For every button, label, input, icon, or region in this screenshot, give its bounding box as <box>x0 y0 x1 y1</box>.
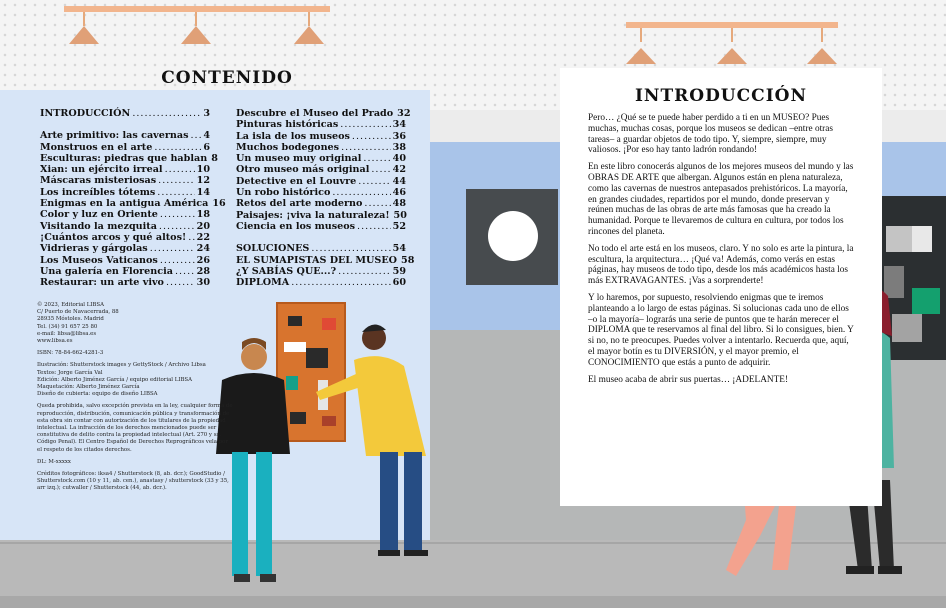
toc-entry-page: 60 <box>392 277 406 289</box>
toc-entry <box>236 221 406 232</box>
toc-entry-title: Visitando la mezquita <box>40 220 157 232</box>
toc-entry <box>236 176 406 187</box>
toc-entry-title: Muchos bodegones <box>236 141 340 153</box>
toc-entry <box>40 187 210 198</box>
contents-title: CONTENIDO <box>161 68 293 88</box>
toc-entry-page: 44 <box>392 175 406 187</box>
toc-gap <box>40 119 210 130</box>
credit-line: Edición: Alberto Jiménez García / equipo editorial LIBSA <box>37 376 192 383</box>
toc-entry <box>40 198 226 210</box>
toc-entry <box>40 142 210 153</box>
address-line: 28935 Móstoles. Madrid <box>37 316 104 323</box>
isbn: ISBN: 78-84-662-4281-3 <box>37 350 104 357</box>
legal-notice: Queda prohibida, salvo excepción prevista en la ley, cualquier forma de reproducción, distribución, comunicación pública y transformación de esta obra sin contar con autorización de los titulares de la propiedad intelectual. La infracción de los derechos mencionados puede ser constitutiva de delito contra la propiedad intelectual (Art. 270 y ss. Código Penal). El Centro Español de Derechos Reprográficos vela por el respeto de los citados derechos. <box>37 403 233 453</box>
toc-entry-page: 38 <box>392 141 406 153</box>
toc-entry-title: Vidrieras y gárgolas <box>40 243 148 255</box>
toc-entry-page: 20 <box>196 220 210 232</box>
credit-line: Ilustración: Shutterstock images y GettyStock / Archivo Libsa <box>37 362 206 369</box>
toc-entry-page: 36 <box>392 130 406 142</box>
toc-entry-page: 16 <box>212 198 226 210</box>
toc-entry <box>236 254 415 266</box>
toc-entry-title: Un robo histórico <box>236 187 331 199</box>
toc-entry <box>236 210 406 221</box>
toc-entry <box>236 164 406 175</box>
toc-dot-leader <box>132 108 201 119</box>
toc-entry-page: 59 <box>392 265 406 277</box>
toc-entry <box>236 266 406 277</box>
toc-entry <box>40 243 210 254</box>
toc-entry-page: 4 <box>203 130 210 142</box>
toc-dot-leader <box>357 221 391 232</box>
toc-entry-page: 10 <box>196 164 210 176</box>
toc-dot-leader <box>311 243 390 254</box>
toc-dot-leader <box>150 243 195 254</box>
toc-entry-title: DIPLOMA <box>236 277 290 289</box>
toc-entry-page: 58 <box>401 254 415 266</box>
address-line: Tel. (34) 91 657 25 80 <box>37 323 98 330</box>
toc-entry-page: 26 <box>196 254 210 266</box>
toc-dot-leader <box>341 142 391 153</box>
toc-entry-title: Detective en el Louvre <box>236 175 357 187</box>
toc-entry-page: 52 <box>392 220 406 232</box>
toc-dot-leader <box>338 266 390 277</box>
credit-line: Textos: Jorge García Val <box>37 369 103 376</box>
toc-dot-leader <box>191 130 202 141</box>
toc-entry-title: Monstruos en el arte <box>40 141 153 153</box>
publisher-address <box>37 302 233 345</box>
toc-entry-page: 6 <box>203 141 210 153</box>
toc-entry-page: 48 <box>392 198 406 210</box>
toc-entry-page: 18 <box>196 209 210 221</box>
toc-entry <box>236 108 411 119</box>
legal-deposit: DL: M-xxxxx <box>37 458 71 465</box>
toc-gap <box>236 232 406 243</box>
intro-paragraph: Y lo haremos, por supuesto, resolviendo enigmas que te iremos planteando a lo largo de estas páginas. Si solucionas cada uno de ellos –o la mayoría– lograrás una serie de puntos que te harán merecer el DIPLOMA que te reservamos al final del libro. Si lo consigues, bien. Y si no, no te preocupes. Puedes volver a intentarlo. Recuerda que, aquí, el mayor botín es tu DIVERSIÓN, y el mayor premio, el CONOCIMIENTO que estás a punto de adquirir. <box>588 292 854 368</box>
toc-entry <box>236 142 406 153</box>
toc-entry-page: 28 <box>196 265 210 277</box>
toc-entry <box>40 108 210 119</box>
book-credits <box>37 362 233 398</box>
toc-entry-title: ¿Y SABÍAS QUE...? <box>236 265 337 277</box>
toc-entry-page: 22 <box>196 231 210 243</box>
toc-dot-leader <box>157 187 194 198</box>
toc-entry-page: 24 <box>196 243 210 255</box>
address-line: C/ Puerto de Navacerrada, 88 <box>37 309 119 316</box>
toc-entry-title: Pinturas históricas <box>236 119 339 131</box>
toc-entry-title: Otro museo más original <box>236 164 370 176</box>
toc-entry <box>236 243 406 254</box>
toc-entry <box>40 232 210 243</box>
address-line: www.libsa.es <box>37 338 73 345</box>
photo-credits: Créditos fotográficos: iksa4 / Shutterstock (8, ab. dcr.); GoodStudio / Shutterstock.com (10 y 11, ab. cen.), anastasy / shutterstock (33 y 35, arr izq.); cutwaller / Shutterstock (44, ab. dcr.). <box>37 471 229 492</box>
toc-dot-leader <box>188 232 194 243</box>
toc-dot-leader <box>340 119 390 130</box>
toc-entry-page: 14 <box>196 186 210 198</box>
toc-entry-title: Máscaras misteriosas <box>40 175 157 187</box>
toc-entry-title: Los Museos Vaticanos <box>40 254 158 266</box>
intro-paragraph: Pero… ¿Qué se te puede haber perdido a ti en un MUSEO? Pues muchas, muchas cosas, porque los museos se dedican –entre otras tareas– a guardar objetos de todo tipo. Y, siempre, siempre, muy valiosos. ¡Por eso hay tanto ladrón rondando! <box>588 113 834 156</box>
toc-entry <box>40 209 210 220</box>
toc-entry-page: 46 <box>392 187 406 199</box>
toc-dot-leader <box>154 142 201 153</box>
toc-entry-page: 30 <box>196 277 210 289</box>
toc-entry-page: 40 <box>392 153 406 165</box>
toc-entry-title: Enigmas en la antigua América <box>40 198 209 210</box>
toc-entry <box>40 152 218 164</box>
toc-entry-title: Restaurar: un arte vivo <box>40 277 164 289</box>
toc-entry-title: Ciencia en los museos <box>236 220 356 232</box>
toc-entry-title: Xian: un ejército irreal <box>40 164 163 176</box>
toc-entry-page: 32 <box>397 108 411 119</box>
toc-entry-title: La isla de los museos <box>236 130 350 142</box>
credit-line: Maquetación: Alberto Jiménez García <box>37 384 140 391</box>
toc-dot-leader <box>175 266 195 277</box>
toc-dot-leader <box>364 198 390 209</box>
toc-entry-title: Una galería en Florencia <box>40 265 173 277</box>
toc-left-column <box>40 108 226 289</box>
intro-paragraph: El museo acaba de abrir sus puertas… ¡ADELANTE! <box>588 374 789 385</box>
toc-dot-leader <box>166 277 195 288</box>
toc-entry <box>236 131 406 142</box>
toc-entry-title: Retos del arte moderno <box>236 198 363 210</box>
toc-dot-leader <box>160 209 195 220</box>
toc-entry-page: 50 <box>393 209 407 221</box>
toc-dot-leader <box>363 153 390 164</box>
toc-entry-title: Esculturas: piedras que hablan <box>40 152 208 164</box>
toc-entry <box>236 187 406 198</box>
toc-entry-page: 42 <box>392 164 406 176</box>
toc-dot-leader <box>332 187 390 198</box>
toc-entry-title: Arte primitivo: las cavernas <box>40 130 189 142</box>
toc-entry-page: 12 <box>196 175 210 187</box>
toc-entry-title: Descubre el Museo del Prado <box>236 108 394 119</box>
toc-entry <box>40 130 210 141</box>
toc-entry-page: 8 <box>211 152 218 164</box>
address-line: e-mail: libsa@libsa.es <box>37 330 97 337</box>
toc-right-column <box>236 108 415 289</box>
toc-entry <box>40 175 210 186</box>
toc-entry-title: SOLUCIONES <box>236 243 310 255</box>
toc-entry <box>236 198 406 209</box>
imprint-block <box>37 302 233 498</box>
toc-entry <box>236 119 406 130</box>
toc-entry-page: 3 <box>203 108 210 119</box>
toc-dot-leader <box>371 164 390 175</box>
address-line: © 2023, Editorial LIBSA <box>37 302 104 308</box>
toc-entry-title: ¡Cuántos arcos y qué altos! <box>40 231 187 243</box>
toc-dot-leader <box>165 164 195 175</box>
toc-entry-title: Color y luz en Oriente <box>40 209 158 221</box>
toc-dot-leader <box>291 277 390 288</box>
toc-dot-leader <box>159 221 195 232</box>
toc-entry-page: 54 <box>392 243 406 255</box>
credit-line: Diseño de cubierta: equipo de diseño LIBSA <box>37 391 158 398</box>
toc-dot-leader <box>358 176 390 187</box>
toc-entry-title: Un museo muy original <box>236 153 362 165</box>
toc-entry-title: EL SUMAPISTAS DEL MUSEO <box>236 254 398 266</box>
toc-entry <box>40 164 210 175</box>
toc-dot-leader <box>158 175 194 186</box>
toc-entry <box>40 266 210 277</box>
intro-paragraph: No todo el arte está en los museos, claro. Y no solo es arte la pintura, la escultura, la arquitectura… ¡Qué va! Además, como verás en estas páginas, hay museos de todo tipo, desde los más académicos hasta los más EXTRAVAGANTES. ¡Vas a sorprenderte! <box>588 243 854 287</box>
toc-entry <box>40 221 210 232</box>
intro-title: INTRODUCCIÓN <box>634 86 807 106</box>
toc-dot-leader <box>352 131 391 142</box>
toc-entry-title: Los increíbles tótems <box>40 186 156 198</box>
toc-entry <box>236 153 406 164</box>
toc-entry-page: 34 <box>392 119 406 131</box>
toc-entry <box>40 255 210 266</box>
toc-entry-title: Paisajes: ¡viva la naturaleza! <box>236 209 390 221</box>
toc-entry <box>236 277 406 288</box>
intro-paragraph: En este libro conocerás algunos de los mejores museos del mundo y las OBRAS DE ARTE que albergan. Algunos están en plena naturaleza, como las cavernas de nuestros antepasados prehistóricos. La mayoría, en grandes ciudades, repartidos por el mundo, donde preservan y reúnen muchas de las obras de arte más famosas que ha creado la humanidad. Porque te llevaremos de cultura en cultura, por todos los rincones del planeta. <box>588 162 854 237</box>
toc-entry-title: INTRODUCCIÓN <box>40 108 131 119</box>
toc-entry <box>40 277 210 288</box>
intro-body <box>588 113 854 391</box>
toc-dot-leader <box>160 255 195 266</box>
